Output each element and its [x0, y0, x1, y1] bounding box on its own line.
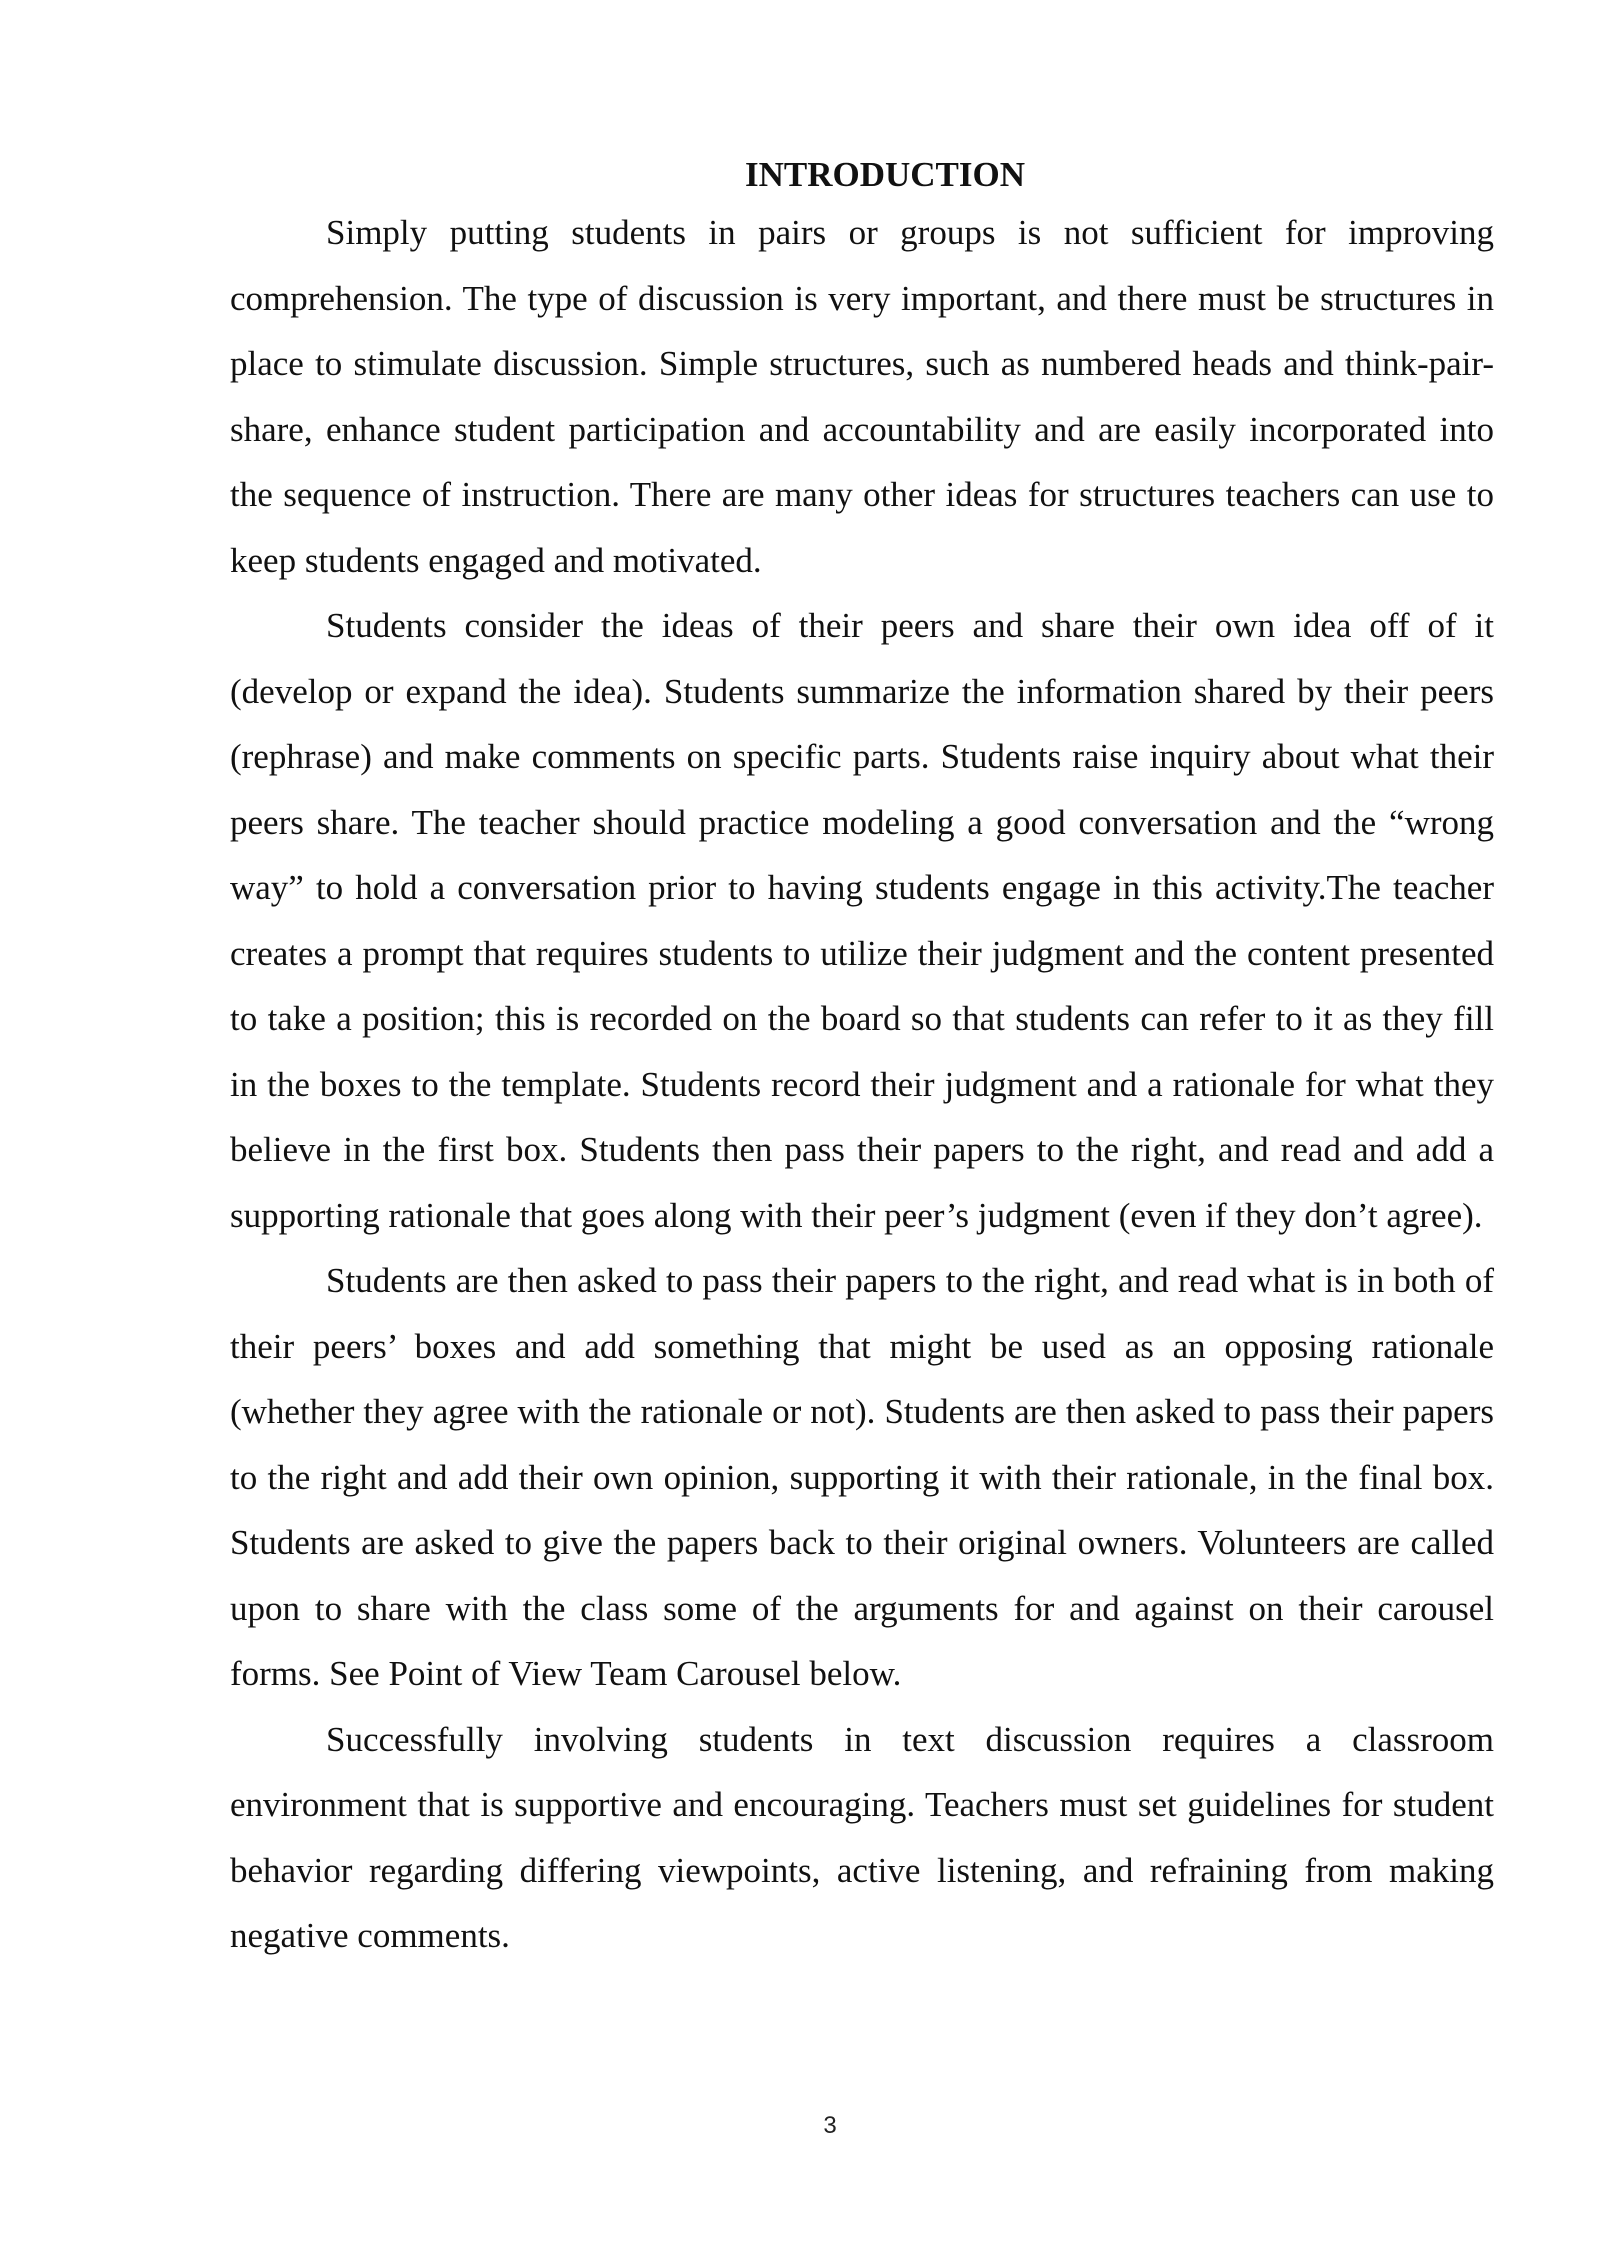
- paragraph: Successfully involving students in text discussion requires a classroom environment that is supportive and encouraging. Teachers must set guidelines for student behavior regarding differing viewpoints, active listening, and refraining from making negative comments.: [230, 1719, 1494, 1955]
- section-title: INTRODUCTION: [744, 155, 1026, 194]
- paragraph: Students consider the ideas of their peers and share their own idea off of it (develop or expand the idea). Students summarize the information shared by their peers (rephrase) and make comments on specific parts. Students raise inquiry about what their peers share. The teacher should practice modeling a good conversation and the “wrong way” to hold a conversation prior to having students engage in this activity.The teacher creates a prompt that requires students to utilize their judgment and the content presented to take a position; this is recorded on the board so that students can refer to it as they fill in the boxes to the template. Students record their judgment and a rationale for what they believe in the first box. Students then pass their papers to the right, and read and add a supporting rationale that goes along with their peer’s judgment (even if they don’t agree).: [230, 606, 1494, 1235]
- paragraph: Students are then asked to pass their papers to the right, and read what is in both of their peers’ boxes and add something that might be used as an opposing rationale (whether they agree with the rationale or not). Students are then asked to pass their papers to the right and add their own opinion, supporting it with their rationale, in the final box. Students are asked to give the papers back to their original owners. Volunteers are called upon to share with the class some of the arguments for and against on their carousel forms. See Point of View Team Carousel below.: [230, 1261, 1494, 1693]
- page-number: 3: [823, 2112, 837, 2139]
- page-content: [230, 150, 1494, 1969]
- paragraph: Simply putting students in pairs or groups is not sufficient for improving comprehension. The type of discussion is very important, and there must be structures in place to stimulate discussion. Simple structures, such as numbered heads and think-pair-share, enhance student participation and accountability and are easily incorporated into the sequence of instruction. There are many other ideas for structures teachers can use to keep students engaged and motivated.: [230, 213, 1494, 580]
